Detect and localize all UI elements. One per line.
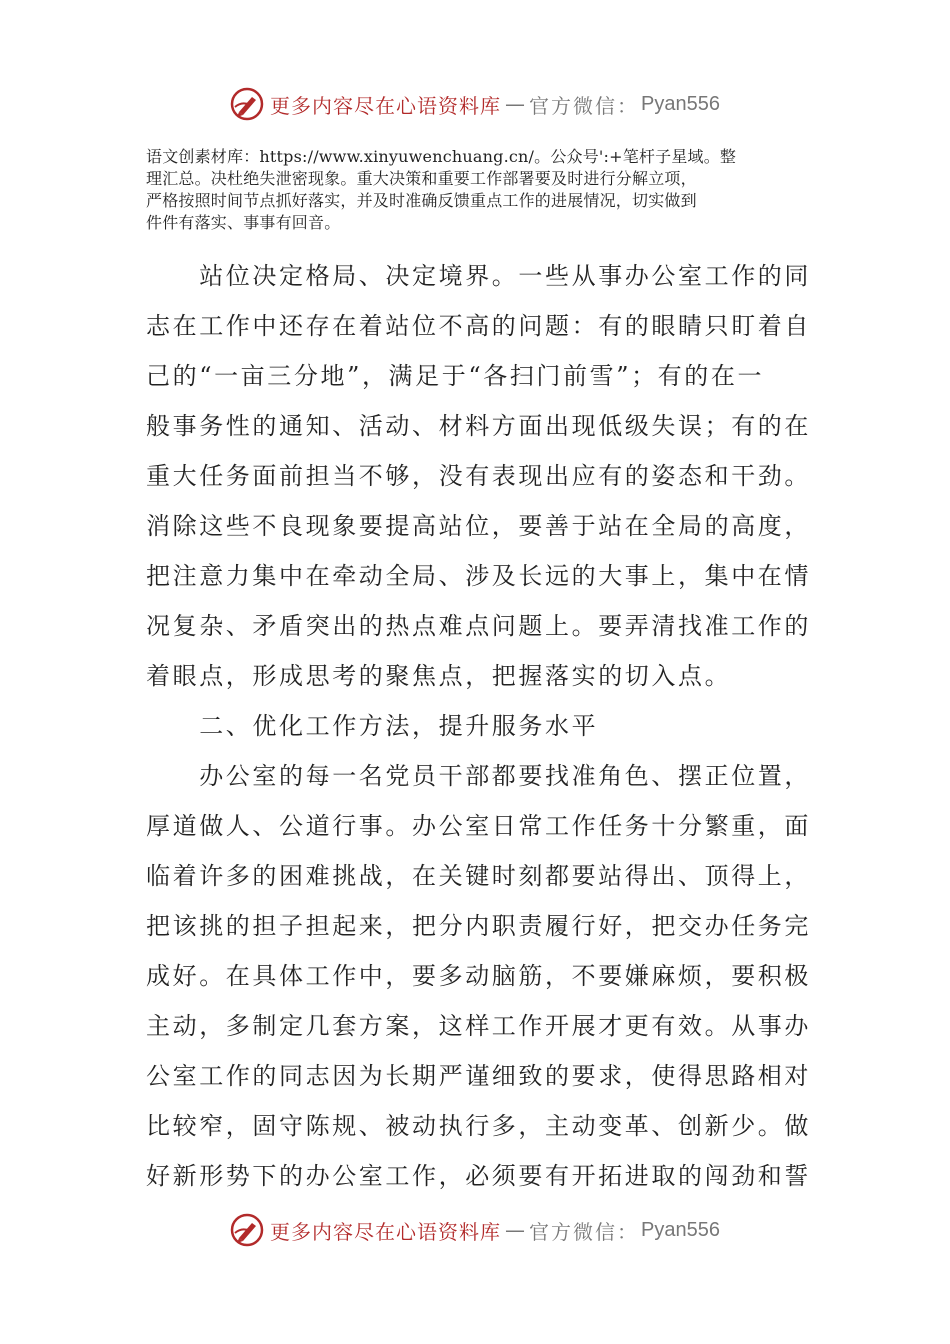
- banner-main-text: 更多内容尽在心语资料库: [270, 1219, 502, 1244]
- header-banner: [0, 84, 950, 124]
- body-line: 志在工作中还存在着站位不高的问题：有的眼睛只盯着自: [146, 312, 811, 340]
- small-line: 件件有落实、事事有回音。: [146, 213, 341, 232]
- pen-logo-icon: [230, 1213, 264, 1247]
- body-line: 成好。在具体工作中，要多动脑筋，不要嫌麻烦，要积极: [146, 962, 811, 990]
- banner-dash: —: [505, 92, 526, 116]
- banner-official-label: 官方微信：: [529, 93, 640, 118]
- body-line: 主动，多制定几套方案，这样工作开展才更有效。从事办: [146, 1012, 811, 1040]
- banner-wechat-id: Pyan556: [641, 92, 720, 115]
- footer-banner: [0, 1210, 950, 1250]
- body-line: 公室工作的同志因为长期严谨细致的要求，使得思路相对: [146, 1062, 811, 1090]
- body-line: 厚道做人、公道行事。办公室日常工作任务十分繁重，面: [146, 812, 811, 840]
- body-line: 把该挑的担子担起来，把分内职责履行好，把交办任务完: [146, 912, 811, 940]
- section-heading: 二、优化工作方法，提升服务水平: [146, 712, 599, 740]
- pen-logo-icon: [230, 87, 264, 121]
- body-line: 临着许多的困难挑战，在关键时刻都要站得出、顶得上，: [146, 862, 811, 890]
- body-line: 己的“一亩三分地”，满足于“各扫门前雪”；有的在一: [146, 362, 765, 390]
- body-line: 站位决定格局、决定境界。一些从事办公室工作的同: [146, 262, 811, 290]
- small-line: 严格按照时间节点抓好落实，并及时准确反馈重点工作的进展情况，切实做到: [146, 191, 697, 210]
- small-line: 理汇总。决杜绝失泄密现象。重大决策和重要工作部署要及时进行分解立项，: [146, 169, 697, 188]
- body-line: 况复杂、矛盾突出的热点难点问题上。要弄清找准工作的: [146, 612, 811, 640]
- body-line: 办公室的每一名党员干部都要找准角色、摆正位置，: [146, 762, 811, 790]
- body-line: 把注意力集中在牵动全局、涉及长远的大事上，集中在情: [146, 562, 811, 590]
- body-line: 着眼点，形成思考的聚焦点，把握落实的切入点。: [146, 662, 732, 690]
- body-line: 般事务性的通知、活动、材料方面出现低级失误；有的在: [146, 412, 811, 440]
- banner-dash: —: [505, 1218, 526, 1242]
- body-line: 比较窄，固守陈规、被动执行多，主动变革、创新少。做: [146, 1112, 811, 1140]
- body-line: 好新形势下的办公室工作，必须要有开拓进取的闯劲和誓: [146, 1162, 811, 1190]
- banner-wechat-id: Pyan556: [641, 1218, 720, 1241]
- body-line: 重大任务面前担当不够，没有表现出应有的姿态和干劲。: [146, 462, 811, 490]
- small-line: 语文创素材库：https://www.xinyuwenchuang.cn/。公众号':+笔杆子星域。整: [146, 147, 737, 166]
- main-body-text: [146, 251, 811, 1201]
- banner-main-text: 更多内容尽在心语资料库: [270, 93, 502, 118]
- intro-small-paragraph: [146, 146, 806, 234]
- body-line: 消除这些不良现象要提高站位，要善于站在全局的高度，: [146, 512, 811, 540]
- banner-official-label: 官方微信：: [529, 1219, 640, 1244]
